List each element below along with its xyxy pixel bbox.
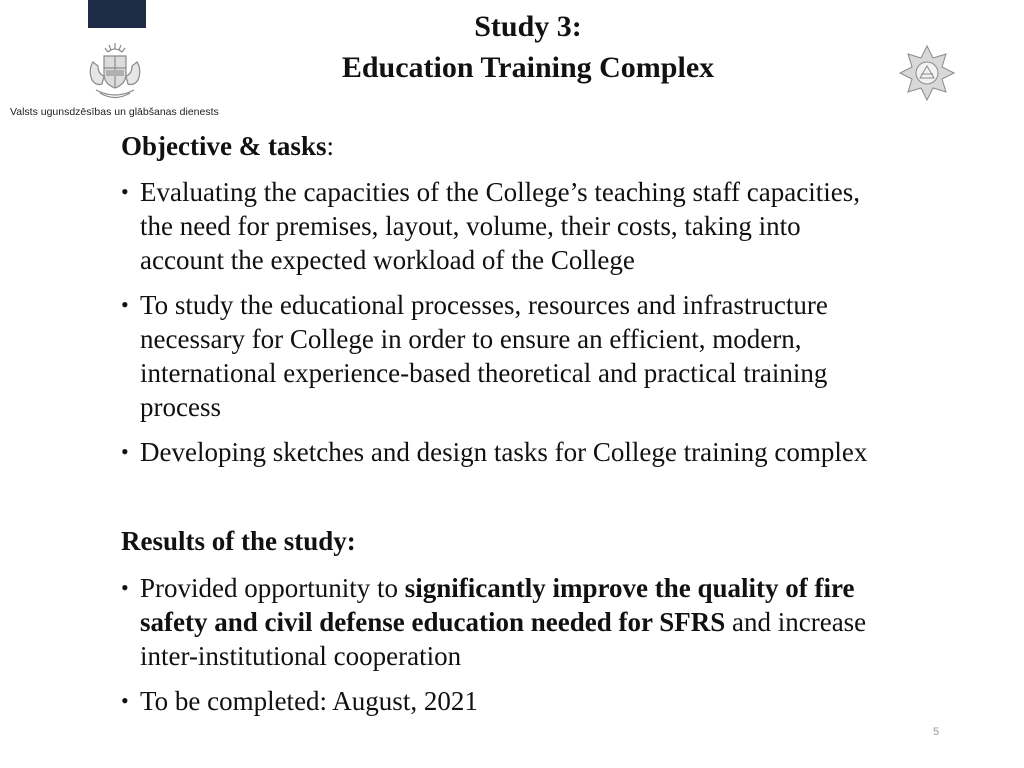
result-text bbox=[140, 571, 1001, 673]
results-heading-label: Results of the study: bbox=[121, 526, 356, 556]
task-text: To study the educational processes, resources and infrastructure necessary for College in order to ensure an efficient, modern, international experience-based theoretical and practical training process bbox=[140, 290, 828, 422]
organization-name: Valsts ugunsdzēsības un glābšanas dienests bbox=[10, 106, 219, 118]
bullet-icon: • bbox=[121, 575, 129, 600]
slide-title-line-1: Study 3: bbox=[474, 10, 582, 43]
slide-title-line-2: Education Training Complex bbox=[341, 51, 715, 84]
task-item bbox=[121, 175, 1001, 277]
task-item bbox=[121, 288, 1001, 424]
result-text-emphasis: significantly improve the quality of fire safety and civil defense education needed for SFRS bbox=[140, 573, 855, 637]
result-text: To be completed: August, 2021 bbox=[140, 686, 478, 716]
bullet-icon: • bbox=[121, 179, 129, 204]
result-item bbox=[121, 571, 1001, 673]
task-text: Developing sketches and design tasks for College training complex bbox=[140, 437, 868, 467]
task-text: Evaluating the capacities of the College’s teaching staff capacities, the need for premises, layout, volume, their costs, taking into account the expected workload of the College bbox=[140, 177, 860, 275]
result-text-prefix: Provided opportunity to bbox=[140, 573, 405, 603]
result-item bbox=[121, 684, 1001, 718]
bullet-icon: • bbox=[121, 688, 129, 713]
bullet-icon: • bbox=[121, 292, 129, 317]
result-text-suffix: and increase inter-institutional cooperation bbox=[140, 607, 867, 671]
results-heading bbox=[121, 526, 356, 556]
task-item bbox=[121, 435, 1001, 469]
objective-heading-colon: : bbox=[326, 131, 334, 161]
fire-rescue-star-icon bbox=[898, 44, 956, 102]
bullet-icon: • bbox=[121, 439, 129, 464]
objective-heading bbox=[121, 131, 334, 161]
objective-heading-label: Objective & tasks bbox=[121, 131, 327, 161]
page-number: 5 bbox=[933, 726, 940, 738]
